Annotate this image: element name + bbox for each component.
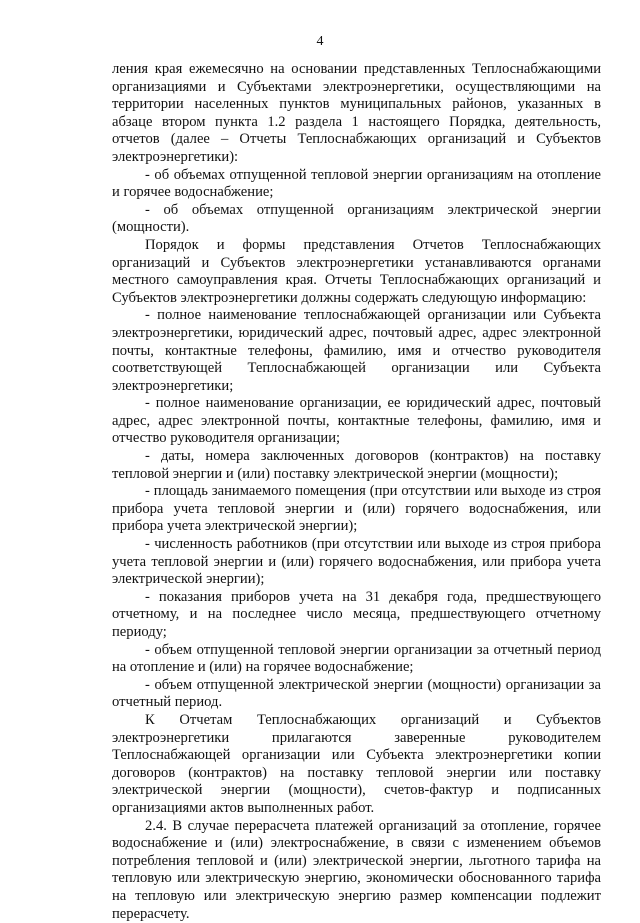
page-number: 4 bbox=[316, 34, 324, 49]
body-text bbox=[112, 61, 601, 923]
list-item-meter-readings: - показания приборов учета на 31 декабря года, предшествующего отчетному, и на последнее число месяца, предшествующего отчетному периоду; bbox=[112, 588, 601, 640]
paragraph-report-procedure: Порядок и формы представления Отчетов Теплоснабжающих организаций и Субъектов электроэнергетики устанавливаются органами местного самоуправления края. Отчеты Теплоснабжающих организаций и Субъектов электроэнергетики должны содержать следующую информацию: bbox=[112, 236, 601, 306]
list-item-heat-supplied: - объем отпущенной тепловой энергии организации за отчетный период на отопление и (или) на горячее водоснабжение; bbox=[112, 641, 601, 676]
list-item-contract-dates: - даты, номера заключенных договоров (контрактов) на поставку тепловой энергии и (или) поставку электрической энергии (мощности); bbox=[112, 448, 601, 482]
list-item-electric-volume: - об объемах отпущенной организациям электрической энергии (мощности). bbox=[112, 201, 601, 236]
list-item-employee-count: - численность работников (при отсутствии или выходе из строя прибора учета тепловой энергии и (или) горячего водоснабжения, или прибора учета электрической энергии); bbox=[112, 536, 601, 588]
paragraph-2-4-recalculation: 2.4. В случае перерасчета платежей организаций за отопление, горячее водоснабжение и (или) электроснабжение, в связи с изменением объемов потребления тепловой и (или) электрической энергии, льготного тарифа на тепловую или электрическую энергию, экономически обоснованного тарифа на тепловую или электрическую энергию размер компенсации подлежит перерасчету. bbox=[112, 817, 601, 922]
paragraph-attachments: К Отчетам Теплоснабжающих организаций и Субъектов электроэнергетики прилагаются заверенные руководителем Теплоснабжающей организации или Субъекта электроэнергетики копии договоров (контрактов) на поставку тепловой энергии или поставку электрической энергии (мощности), счетов-фактур и подписанных организациями актов выполненных работ. bbox=[112, 711, 601, 816]
list-item-supplier-name: - полное наименование теплоснабжающей организации или Субъекта электроэнергетики, юридический адрес, почтовый адрес, адрес электронной почты, контактные телефоны, фамилию, имя и отчество руководителя соответствующей Теплоснабжающей организации или Субъекта электроэнергетики; bbox=[112, 307, 601, 394]
list-item-heat-volume: - об объемах отпущенной тепловой энергии организациям на отопление и горячее водоснабжение; bbox=[112, 166, 601, 201]
list-item-electricity-supplied: - объем отпущенной электрической энергии (мощности) организации за отчетный период. bbox=[112, 676, 601, 711]
paragraph-continuation: ления края ежемесячно на основании представленных Теплоснабжающими организациями и Субъектами электроэнергетики, осуществляющими на территории населенных пунктов муниципальных районов, указанных в абзаце втором пункта 1.2 раздела 1 настоящего Порядка, деятельность, отчетов (далее – Отчеты Теплоснабжающих организаций и Субъектов электроэнергетики): bbox=[112, 61, 601, 165]
list-item-premises-area: - площадь занимаемого помещения (при отсутствии или выходе из строя прибора учета тепловой энергии и (или) горячего водоснабжения, или прибора учета электрической энергии); bbox=[112, 483, 601, 535]
list-item-organization-name: - полное наименование организации, ее юридический адрес, почтовый адрес, адрес электронной почты, контактные телефоны, фамилию, имя и отчество руководителя организации; bbox=[112, 395, 601, 447]
